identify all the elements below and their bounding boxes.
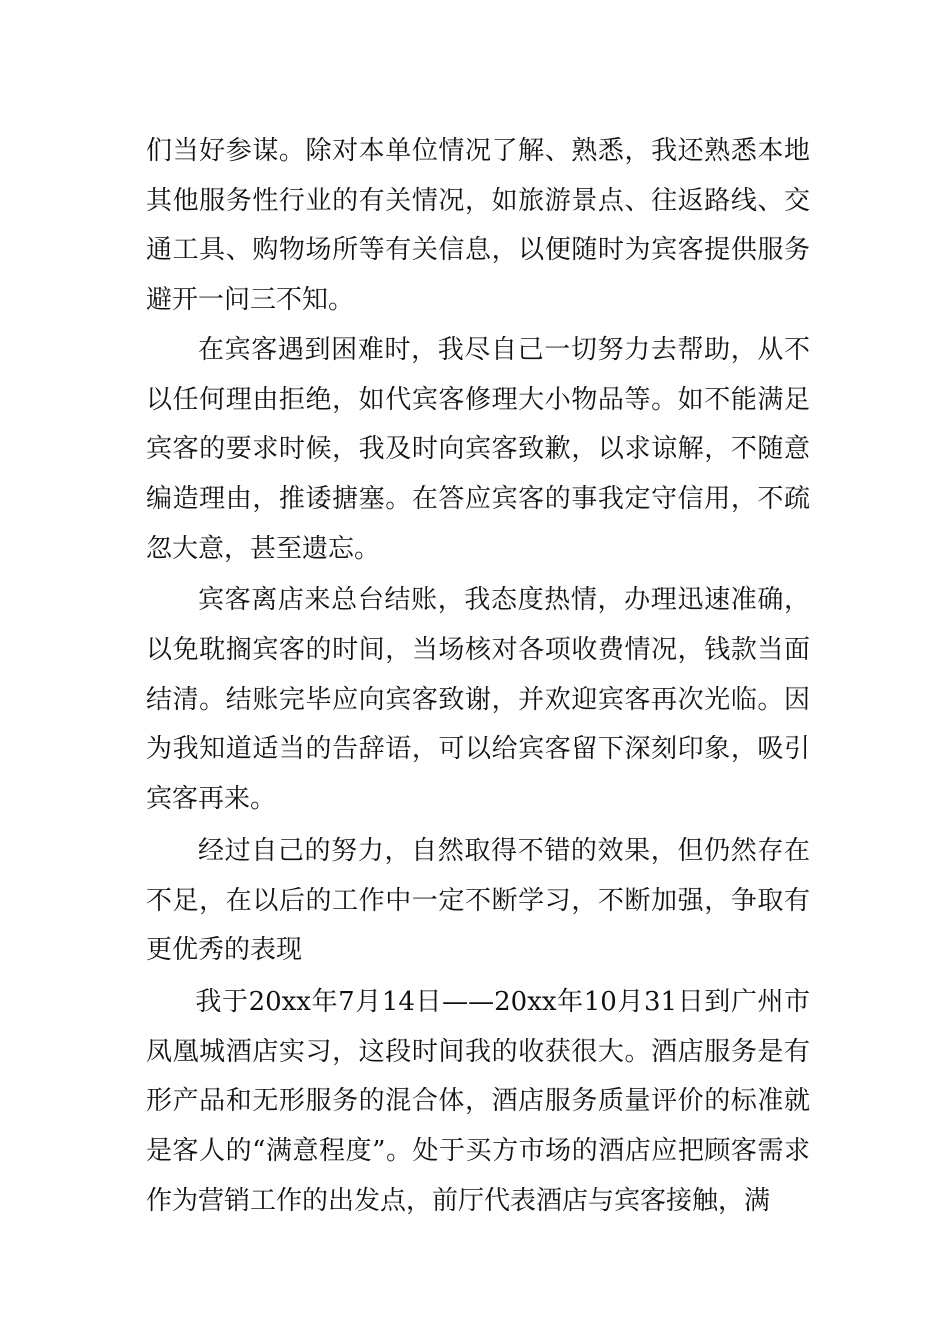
paragraph-5: 我于20xx年7月14日——20xx年10月31日到广州市凤凰城酒店实习，这段时间我的收获很大。酒店服务是有形产品和无形服务的混合体，酒店服务质量评价的标准就是客人的“满意程度”。处于买方市场的酒店应把顾客需求作为营销工作的出发点，前厅代表酒店与宾客接触，满 (146, 986, 810, 1216)
paragraph-4: 经过自己的努力，自然取得不错的效果，但仍然存在不足，在以后的工作中一定不断学习，不断加强，争取有更优秀的表现 (146, 835, 810, 966)
paragraph-3: 宾客离店来总台结账，我态度热情，办理迅速准确，以免耽搁宾客的时间，当场核对各项收费情况，钱款当面结清。结账完毕应向宾客致谢，并欢迎宾客再次光临。因为我知道适当的告辞语，可以给宾客留下深刻印象，吸引宾客再来。 (146, 585, 810, 815)
paragraph-2: 在宾客遇到困难时，我尽自己一切努力去帮助，从不以任何理由拒绝，如代宾客修理大小物品等。如不能满足宾客的要求时候，我及时向宾客致歉，以求谅解，不随意编造理由，推诿搪塞。在答应宾客的事我定守信用，不疏忽大意，甚至遗忘。 (146, 334, 810, 564)
paragraph-1: 们当好参谋。除对本单位情况了解、熟悉，我还熟悉本地其他服务性行业的有关情况，如旅游景点、往返路线、交通工具、购物场所等有关信息，以便随时为宾客提供服务避开一问三不知。 (146, 136, 810, 316)
document-body (146, 127, 810, 1226)
